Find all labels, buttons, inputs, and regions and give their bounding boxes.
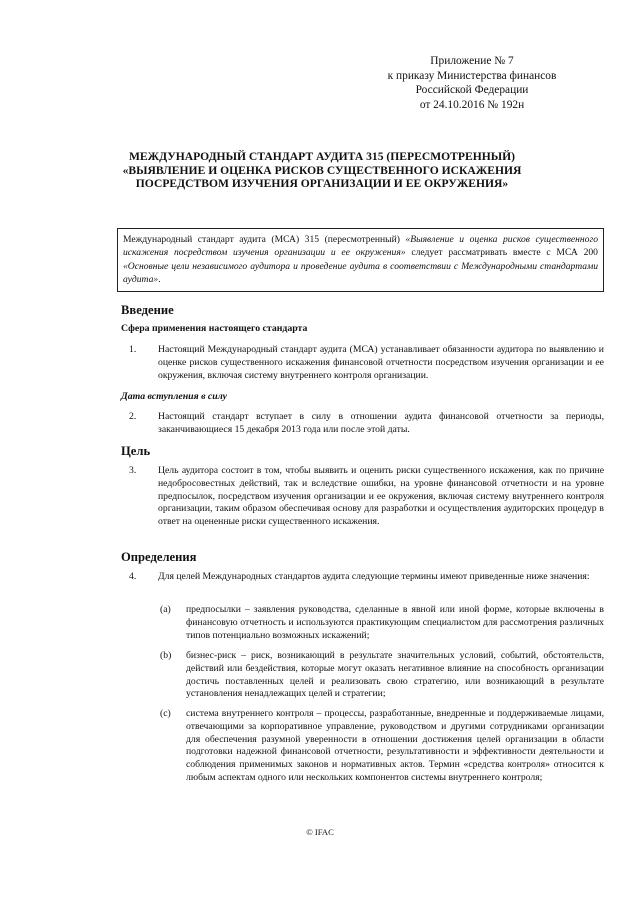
appendix-line: Приложение № 7 <box>430 55 514 67</box>
appendix-header <box>372 54 572 112</box>
definition-label: (a) <box>160 604 171 615</box>
title-line: МЕЖДУНАРОДНЫЙ СТАНДАРТ АУДИТА 315 (ПЕРЕСМОТРЕННЫЙ) <box>128 150 516 163</box>
appendix-line: от 24.10.2016 № 192н <box>419 98 525 111</box>
intro-text: Международный стандарт аудита (МСА) 315 (пересмотренный) <box>123 234 406 245</box>
section-heading-introduction: Введение <box>121 303 174 317</box>
paragraph-4: Для целей Международных стандартов аудита следующие термины имеют приведенные ниже значения: <box>158 571 590 582</box>
intro-reference-italic: «Основные цели независимого аудитора и проведение аудита в соответствии с Международными стандартами аудита» <box>123 260 598 286</box>
paragraph-number: 3. <box>129 465 137 476</box>
section-heading-objective: Цель <box>121 444 151 458</box>
section-heading-definitions: Определения <box>121 550 197 564</box>
document-title <box>110 150 534 191</box>
footer-copyright: © IFAC <box>306 827 334 837</box>
paragraph-1: Настоящий Международный стандарт аудита (МСА) устанавливает обязанности аудитора по выявлению и оценке рисков существенного искажения финансовой отчетности посредством изучения организации и ее окружения, включая систему внутреннего контроля организации. <box>158 344 604 381</box>
definition-a: предпосылки – заявления руководства, сделанные в явной или иной форме, которые включены в финансовую отчетность и используются практикующим специалистом для рассмотрения различных типов потенциально возможных искажений; <box>186 604 604 641</box>
intro-text: следует рассматривать вместе с МСА 200 <box>405 247 598 259</box>
intro-box <box>117 228 604 292</box>
subsection-heading-scope: Сфера применения настоящего стандарта <box>121 323 308 334</box>
paragraph-2: Настоящий стандарт вступает в силу в отношении аудита финансовой отчетности за периоды, заканчивающиеся 15 декабря 2013 года или после этой даты. <box>158 411 604 435</box>
intro-text: . <box>158 274 161 286</box>
paragraph-3: Цель аудитора состоит в том, чтобы выявить и оценить риски существенного искажения, как по причине недобросовестных действий, так и вследствие ошибки, на уровне финансовой отчетности и на уровне предпосылок, посредством изучения организации и ее окружения, включая систему внутреннего контроля организации, таким образом обеспечивая основу для разработки и осуществления аудиторских процедур в ответ на оцененные риски существенного искажения. <box>158 465 604 528</box>
intro-title-italic: «Выявление и оценка рисков существенного искажения посредством изучения организации и ее окружения» <box>123 234 598 259</box>
definition-c: система внутреннего контроля – процессы, разработанные, внедренные и поддерживаемые лицами, отвечающими за корпоративное управление, руководством и другими сотрудниками организации для обеспечения разумной уверенности в отношении достижения целей организации в области подготовки надежной финансовой отчетности, результативности и эффективности деятельности и соблюдения применимых законов и нормативных актов. Термин «средства контроля» относится к любым аспектам одного или нескольких компонентов системы внутреннего контроля; <box>186 708 604 783</box>
definition-label: (b) <box>160 650 172 661</box>
definition-b: бизнес-риск – риск, возникающий в результате значительных условий, событий, обстоятельств, действий или бездействия, которые могут оказать негативное влияние на способность организации достичь поставленных целей и реализовать свою стратегию, или возникающий в результате установления ненадлежащих целей и стратегии; <box>186 650 604 700</box>
appendix-line: Российской Федерации <box>415 84 529 96</box>
paragraph-number: 4. <box>129 571 137 582</box>
subsection-heading-effective-date: Дата вступления в силу <box>121 391 227 402</box>
definition-label: (c) <box>160 708 171 719</box>
title-line: ПОСРЕДСТВОМ ИЗУЧЕНИЯ ОРГАНИЗАЦИИ И ЕЕ ОКРУЖЕНИЯ» <box>135 177 509 191</box>
paragraph-number: 2. <box>129 411 137 422</box>
paragraph-number: 1. <box>129 344 137 355</box>
appendix-line: к приказу Министерства финансов <box>387 69 557 82</box>
title-line: «ВЫЯВЛЕНИЕ И ОЦЕНКА РИСКОВ СУЩЕСТВЕННОГО ИСКАЖЕНИЯ <box>122 163 522 177</box>
